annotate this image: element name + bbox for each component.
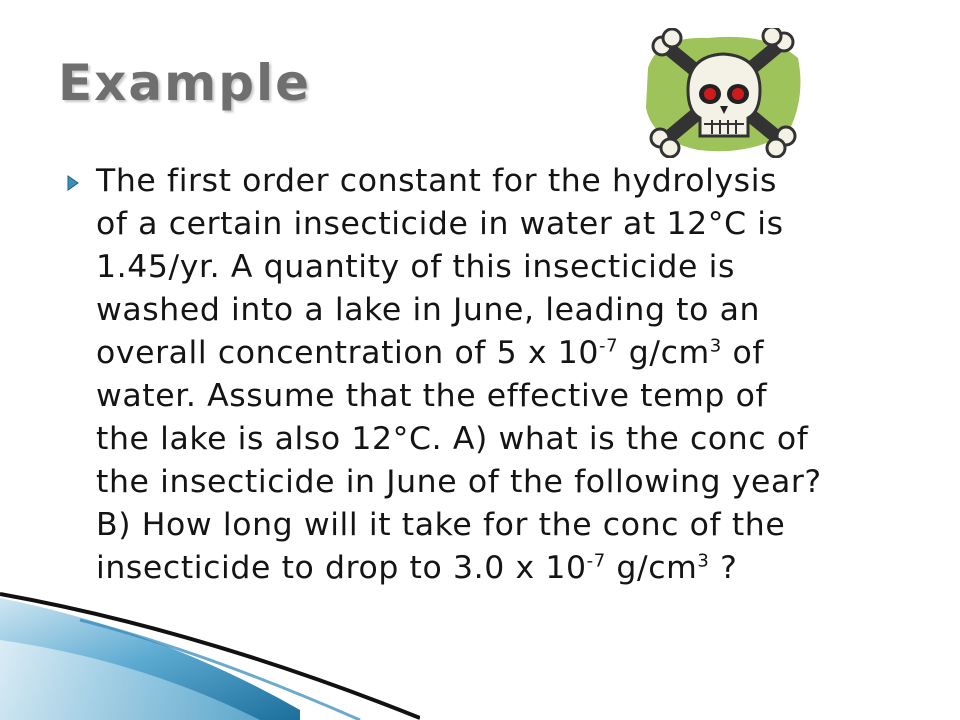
text-run: g/cm xyxy=(618,335,710,371)
superscript: 3 xyxy=(709,335,722,357)
bullet-line xyxy=(96,375,916,418)
superscript: -7 xyxy=(586,550,606,572)
bullet-line xyxy=(96,418,916,461)
superscript: 3 xyxy=(697,550,710,572)
text-run: the lake is also 12°C. A) what is the conc of xyxy=(96,421,809,457)
bullet-line xyxy=(96,160,916,203)
skull-crossbones-icon xyxy=(638,28,808,158)
text-run: water. Assume that the effective temp of xyxy=(96,378,768,414)
bullet-text xyxy=(96,160,916,590)
text-run: washed into a lake in June, leading to an xyxy=(96,292,761,328)
bullet-line xyxy=(96,461,916,504)
bullet-line xyxy=(96,332,916,375)
text-run: The first order constant for the hydrolysis xyxy=(96,163,778,199)
bullet-line xyxy=(96,504,916,547)
bullet-line xyxy=(96,246,916,289)
text-run: overall concentration of 5 x 10 xyxy=(96,335,600,371)
text-run: the insecticide in June of the following year? xyxy=(96,464,822,500)
text-run: of a certain insecticide in water at 12°C is xyxy=(96,206,784,242)
bullet-line xyxy=(96,289,916,332)
bullet-line xyxy=(96,547,916,590)
decorative-swoosh xyxy=(0,590,420,720)
text-run: 1.45/yr. A quantity of this insecticide is xyxy=(96,249,735,285)
text-run: of xyxy=(721,335,765,371)
text-run: insecticide to drop to 3.0 x 10 xyxy=(96,550,587,586)
triangle-bullet-icon xyxy=(66,174,80,192)
text-run: ? xyxy=(709,550,738,586)
bullet-line xyxy=(96,203,916,246)
text-run: B) How long will it take for the conc of the xyxy=(96,507,786,543)
slide-title: Example xyxy=(58,54,312,112)
superscript: -7 xyxy=(599,335,619,357)
text-run: g/cm xyxy=(605,550,698,586)
